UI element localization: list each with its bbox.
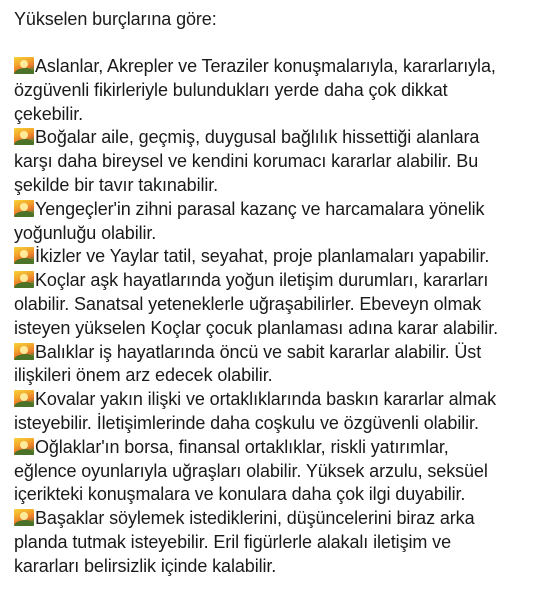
entry-line: İkizler ve Yaylar tatil, seyahat, proje planlamaları yapabilir. <box>35 246 490 267</box>
entry-line: karşı daha bireysel ve kendini korumacı kararlar alabilir. Bu <box>14 151 479 172</box>
horoscope-entry <box>14 198 544 246</box>
horoscope-entry <box>14 507 544 578</box>
sunrise-over-mountains-icon <box>14 343 34 360</box>
horoscope-entry <box>14 55 544 126</box>
entry-line: Yengeçler'in zihni parasal kazanç ve harcamalara yönelik <box>35 198 485 219</box>
horoscope-entry <box>14 388 544 436</box>
sunrise-over-mountains-icon <box>14 271 34 288</box>
entry-line: içerikteki konuşmalara ve konulara daha çok ilgi duyabilir. <box>14 484 466 505</box>
entry-line: Koçlar aşk hayatlarında yoğun iletişim durumları, kararları <box>35 270 489 291</box>
sunrise-over-mountains-icon <box>14 128 34 145</box>
sunrise-over-mountains-icon <box>14 247 34 264</box>
entry-line: ilişkileri önem arz edecek olabilir. <box>14 365 273 386</box>
entry-line: Oğlaklar'ın borsa, finansal ortaklıklar, riskli yatırımlar, <box>35 436 449 457</box>
entry-line: özgüvenli fikirleriyle bulundukları yerde daha çok dikkat <box>14 79 448 100</box>
entry-line: Balıklar iş hayatlarında öncü ve sabit kararlar alabilir. Üst <box>35 341 482 362</box>
entry-line: Aslanlar, Akrepler ve Teraziler konuşmalarıyla, kararlarıyla, <box>35 56 496 76</box>
sunrise-over-mountains-icon <box>14 438 34 455</box>
sunrise-over-mountains-icon <box>14 200 34 217</box>
horoscope-entries <box>14 55 544 579</box>
sunrise-over-mountains-icon <box>14 390 34 407</box>
entry-line: şekilde bir tavır takınabilir. <box>14 174 219 195</box>
sunrise-over-mountains-icon <box>14 509 34 526</box>
horoscope-entry <box>14 245 544 269</box>
entry-line: Boğalar aile, geçmiş, duygusal bağlılık hissettiği alanlara <box>35 127 480 148</box>
horoscope-entry <box>14 341 544 389</box>
entry-line: kararları belirsizlik içinde kalabilir. <box>14 555 277 576</box>
entry-line: çekebilir. <box>14 103 84 124</box>
blank-line <box>14 32 544 55</box>
horoscope-entry <box>14 269 544 340</box>
horoscope-entry <box>14 126 544 197</box>
sunrise-over-mountains-icon <box>14 57 34 74</box>
entry-line: planda tutmak isteyebilir. Eril figürlerle alakalı iletişim ve <box>14 531 451 552</box>
post-text <box>14 8 544 579</box>
entry-line: olabilir. Sanatsal yeteneklerle uğraşabilirler. Ebeveyn olmak <box>14 293 482 314</box>
entry-line: isteyebilir. İletişimlerinde daha coşkulu ve özgüvenli olabilir. <box>14 412 479 433</box>
entry-line: yoğunluğu olabilir. <box>14 222 157 243</box>
entry-line: Başaklar söylemek istediklerini, düşüncelerini biraz arka <box>35 508 475 529</box>
heading: Yükselen burçlarına göre: <box>14 9 217 29</box>
entry-line: Kovalar yakın ilişki ve ortaklıklarında baskın kararlar almak <box>35 389 497 410</box>
horoscope-entry <box>14 436 544 507</box>
entry-line: isteyen yükselen Koçlar çocuk planlaması adına karar alabilir. <box>14 317 499 338</box>
entry-line: eğlence oyunlarıyla uğraşları olabilir. Yüksek arzulu, seksüel <box>14 460 488 481</box>
